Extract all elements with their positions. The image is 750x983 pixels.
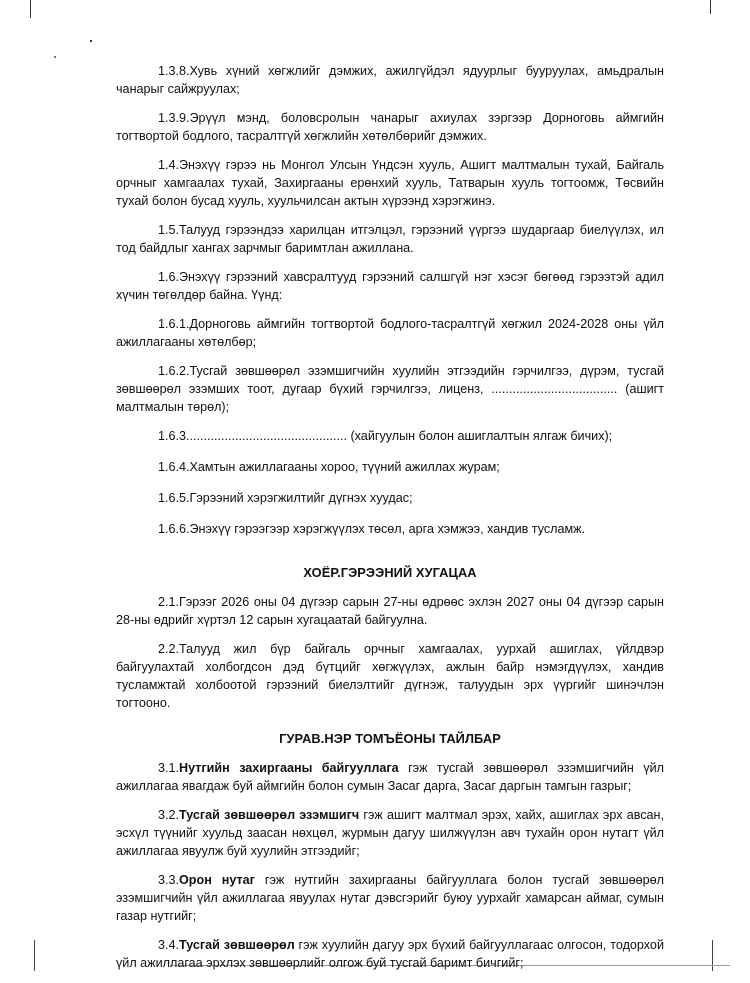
definition-number: 3.3. [158, 873, 180, 887]
definition-text: гэж хуулийн дагуу эрх бүхий байгууллагаас олгосон, тодорхой үйл ажиллагаа эрхлэх зөвшөөрлийг олгож буй тусгай баримт бичгийг; [116, 938, 664, 970]
definition-text: гэж тусгай зөвшөөрөл эзэмшигчийн үйл ажиллагаа явагдаж буй аймгийн болон сумын Засаг дарга, Засаг даргын тамгын газрыг; [116, 761, 664, 793]
list-item-1-6-3: 1.6.3.............................................. (хайгуулын болон ашиглалтын ялгаж бичих); [158, 429, 613, 443]
paragraph-1-5: 1.5.Талууд гэрээндээ харилцан итгэлцэл, гэрээний үүргээ шударгаар биелүүлэх, ил тод байдлыг хангах зарчмыг баримтлан ажиллана. [116, 223, 664, 255]
scan-edge-bottom-left [34, 940, 35, 971]
section-heading-term: ХОЁР.ГЭРЭЭНИЙ ХУГАЦАА [303, 565, 477, 580]
scan-edge-top-right [710, 0, 711, 14]
definition-number: 3.4. [158, 938, 180, 952]
list-item-1-6-6: 1.6.6.Энэхүү гэрээгээр хэрэгжүүлэх төсөл, арга хэмжээ, хандив тусламж. [158, 522, 586, 536]
scan-speck [54, 56, 56, 58]
paragraph-1-6-1: 1.6.1.Дорноговь аймгийн тогтвортой бодлого-тасралтгүй хөгжил 2024-2028 оны үйл ажиллагааны хөтөлбөр; [116, 317, 664, 349]
paragraph-1-3-8: 1.3.8.Хувь хүний хөгжлийг дэмжих, ажилгүйдэл ядуурлыг бууруулах, амьдралын чанарыг сайжруулах; [116, 64, 664, 96]
definition-number: 3.1. [158, 761, 180, 775]
document-body [116, 62, 664, 983]
definition-3-3 [116, 871, 664, 925]
definition-3-1 [116, 759, 664, 795]
paragraph-2-2: 2.2.Талууд жил бүр байгаль орчныг хамгаалах, уурхай ашиглах, үйлдвэр байгуулахтай холбогдсон дэд бүтцийг хөгжүүлэх, ажлын байр нэмэгдүүлэх, хандив тусламжтай холбоотой гэрээний биелэлтийг дүгнэж, талуудын эрх үүргийг шинэчлэн тогтооно. [116, 642, 664, 710]
scan-edge-bottom-right [712, 940, 713, 971]
section-heading-definitions: ГУРАВ.НЭР ТОМЪЁОНЫ ТАЙЛБАР [279, 731, 501, 746]
definition-text: гэж нутгийн захиргааны байгууллага болон тусгай зөвшөөрөл эзэмшигчийн үйл ажиллагаа явуулах нутаг дэвсгэрийг буюу уурхайг хамарсан аймаг, сумын газар нутгийг; [116, 873, 664, 923]
definition-term: Нутгийн захиргааны байгууллага [179, 761, 399, 775]
definition-number: 3.2. [158, 808, 180, 822]
scan-speck [90, 40, 92, 42]
paragraph-1-3-9: 1.3.9.Эрүүл мэнд, боловсролын чанарыг ахиулах зэргээр Дорноговь аймгийн тогтвортой бодлого, тасралтгүй хөгжлийн хөтөлбөрийг дэмжих. [116, 111, 664, 143]
paragraph-1-6-2: 1.6.2.Тусгай зөвшөөрөл эзэмшигчийн хуулийн этгээдийн гэрчилгээ, дүрэм, тусгай зөвшөөрөл эзэмших тоот, дугаар бүхий гэрчилгээ, лиценз, .................................... (ашигт малтмалын төрөл); [116, 364, 664, 414]
paragraph-2-1: 2.1.Гэрээг 2026 оны 04 дүгээр сарын 27-ны өдрөөс эхлэн 2027 оны 04 дүгээр сарын 28-ны өдрийг хүртэл 12 сарын хугацаатай байгуулна. [116, 595, 664, 627]
definition-3-4 [116, 936, 664, 972]
definition-3-2 [116, 806, 664, 860]
paragraph-1-6: 1.6.Энэхүү гэрээний хавсралтууд гэрээний салшгүй нэг хэсэг бөгөөд гэрээтэй адил хүчин төгөлдөр байна. Үүнд: [116, 270, 664, 302]
scan-edge-top-left [30, 0, 31, 18]
definition-term: Орон нутаг [179, 873, 255, 887]
definition-term: Тусгай зөвшөөрөл [179, 938, 295, 952]
definition-text: гэж ашигт малтмал эрэх, хайх, ашиглах эрх авсан, эсхүл түүнийг хуульд заасан нөхцөл, журмын дагуу шилжүүлэн авч тухайн орон нутагт үйл ажиллагаа явуулж буй хуулийн этгээдийг; [116, 808, 664, 858]
list-item-1-6-5: 1.6.5.Гэрээний хэрэгжилтийг дүгнэх хуудас; [158, 491, 413, 505]
list-item-1-6-4: 1.6.4.Хамтын ажиллагааны хороо, түүний ажиллах журам; [158, 460, 500, 474]
paragraph-1-4: 1.4.Энэхүү гэрээ нь Монгол Улсын Үндсэн хууль, Ашигт малтмалын тухай, Байгаль орчныг хамгаалах тухай, Захиргааны ерөнхий хууль, Татварын хууль тогтоомж, Төсвийн тухай болон бусад хууль, хуульчилсан актын хүрээнд хэрэгжинэ. [116, 158, 664, 208]
definition-term: Тусгай зөвшөөрөл эзэмшигч [179, 808, 360, 822]
